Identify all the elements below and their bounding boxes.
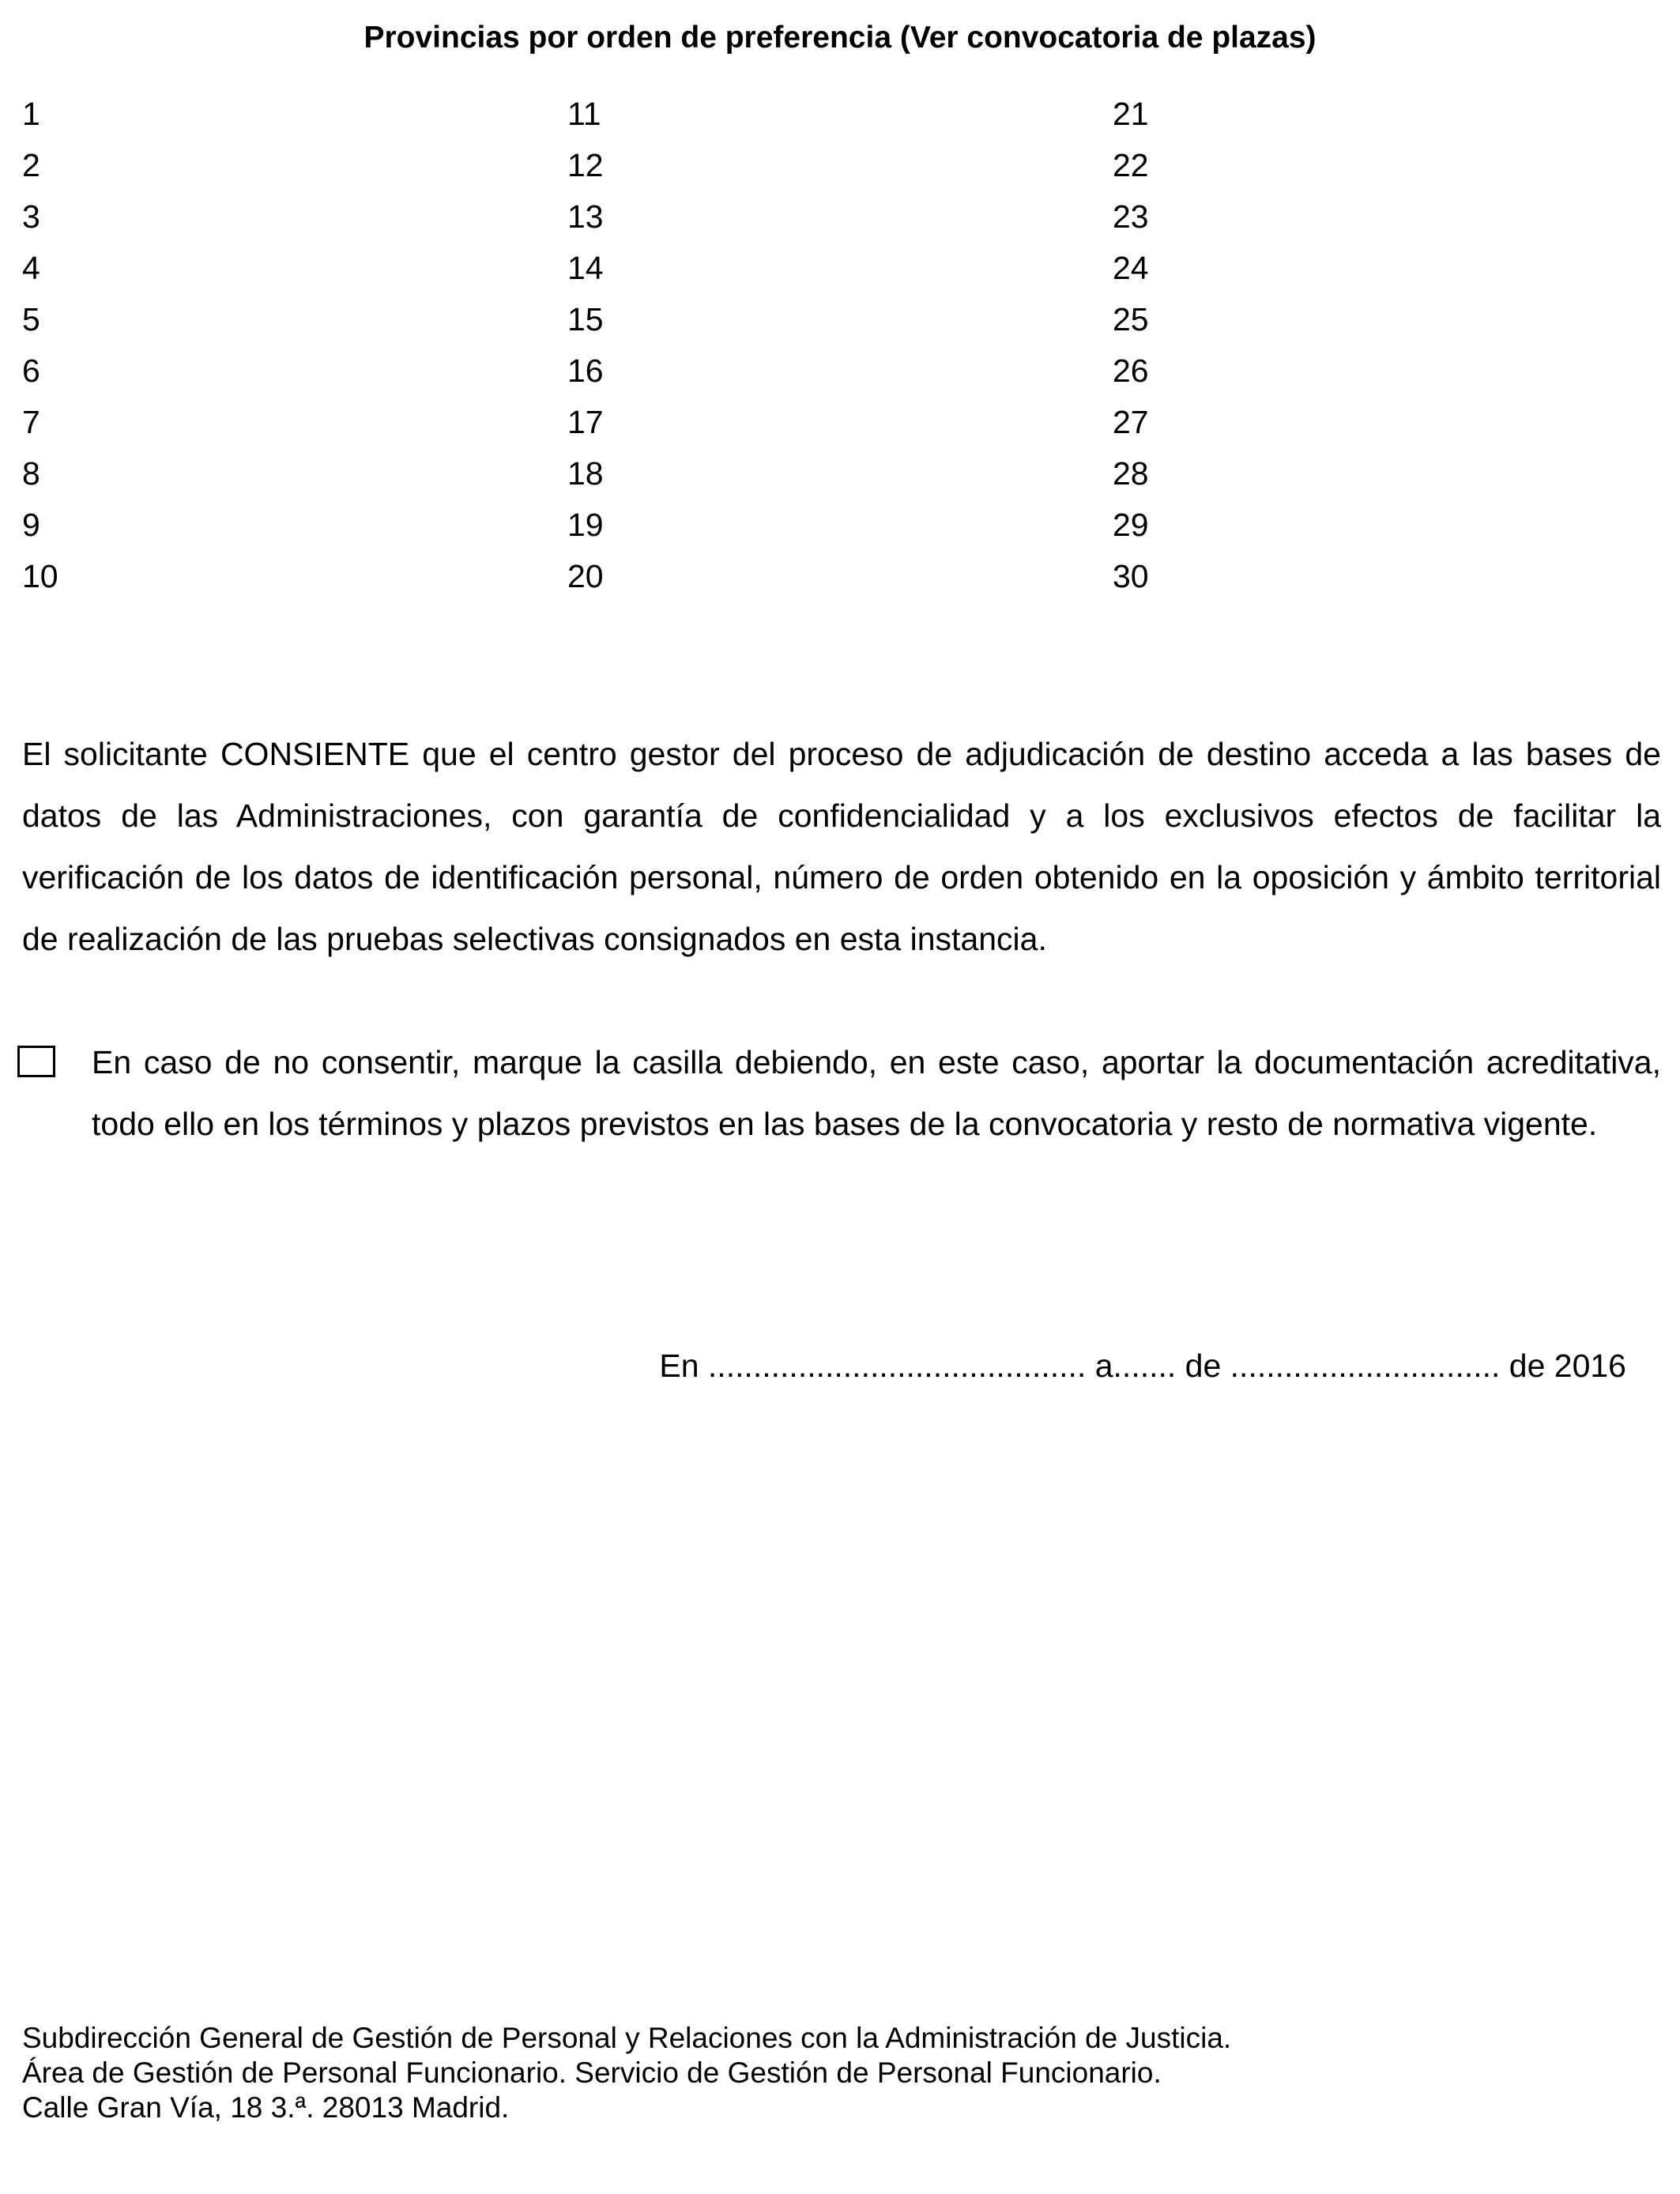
preference-slot-22[interactable]: 22 [1113, 147, 1149, 183]
preference-slot-8[interactable]: 8 [22, 455, 40, 492]
preference-slot-2[interactable]: 2 [22, 147, 40, 183]
preference-slot-27[interactable]: 27 [1113, 404, 1149, 440]
preference-slot-14[interactable]: 14 [567, 250, 604, 286]
no-consent-label: En caso de no consentir, marque la casilla debiendo, en este caso, aportar la documentación acreditativa, todo ello en los términos y plazos previstos en las bases de la convocatoria y resto de normativa vigente. [92, 1044, 1661, 1142]
footer-line-service: Área de Gestión de Personal Funcionario. Servicio de Gestión de Personal Funcionario. [22, 2056, 1162, 2089]
footer-line-department: Subdirección General de Gestión de Personal y Relaciones con la Administración de Justicia. [22, 2022, 1232, 2054]
preference-column-2 [567, 89, 604, 602]
preference-slot-18[interactable]: 18 [567, 455, 604, 492]
preference-slot-19[interactable]: 19 [567, 507, 604, 543]
no-consent-checkbox[interactable] [17, 1046, 55, 1077]
preference-slot-15[interactable]: 15 [567, 301, 604, 337]
province-preference-list [0, 89, 1680, 610]
preference-slot-12[interactable]: 12 [567, 147, 604, 183]
preference-slot-23[interactable]: 23 [1113, 198, 1149, 235]
preference-slot-3[interactable]: 3 [22, 198, 40, 235]
preference-slot-28[interactable]: 28 [1113, 455, 1149, 492]
preference-slot-1[interactable]: 1 [22, 96, 40, 132]
preference-slot-6[interactable]: 6 [22, 352, 40, 389]
consent-paragraph: El solicitante CONSIENTE que el centro gestor del proceso de adjudicación de destino acceda a las bases de datos de las Administraciones, con garantía de confidencialidad y a los exclusivos efectos de facilitar la verificación de los datos de identificación personal, número de orden obtenido en la oposición y ámbito territorial de realización de las pruebas selectivas consignados en esta instancia. [22, 736, 1661, 957]
preference-slot-11[interactable]: 11 [567, 96, 601, 132]
preference-slot-24[interactable]: 24 [1113, 250, 1149, 286]
preference-slot-16[interactable]: 16 [567, 352, 604, 389]
preference-slot-30[interactable]: 30 [1113, 558, 1149, 594]
preference-slot-17[interactable]: 17 [567, 404, 604, 440]
preference-column-3 [1113, 89, 1149, 602]
preference-slot-13[interactable]: 13 [567, 198, 604, 235]
footer-address [22, 2021, 1231, 2125]
preference-slot-26[interactable]: 26 [1113, 352, 1149, 389]
preference-slot-7[interactable]: 7 [22, 404, 40, 440]
preference-slot-9[interactable]: 9 [22, 507, 40, 543]
footer-line-address: Calle Gran Vía, 18 3.ª. 28013 Madrid. [22, 2091, 510, 2124]
place-date-line[interactable]: En .......................................... a....... de .............................. de 2016 [659, 1348, 1626, 1384]
preference-slot-20[interactable]: 20 [567, 558, 604, 594]
preference-slot-10[interactable]: 10 [22, 558, 58, 594]
preference-slot-5[interactable]: 5 [22, 301, 40, 337]
preference-slot-4[interactable]: 4 [22, 250, 40, 286]
preference-slot-29[interactable]: 29 [1113, 507, 1149, 543]
preference-slot-21[interactable]: 21 [1113, 96, 1149, 132]
preference-column-1 [22, 89, 58, 602]
section-title: Provincias por orden de preferencia (Ver convocatoria de plazas) [363, 21, 1317, 55]
preference-slot-25[interactable]: 25 [1113, 301, 1149, 337]
